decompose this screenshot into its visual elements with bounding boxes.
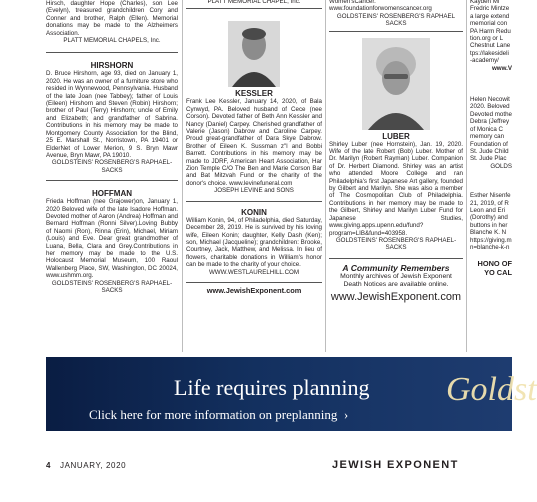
divider [46,180,178,181]
page-number: 4 [46,461,51,470]
funeral-home: GOLDS [490,162,512,170]
column-rule [466,0,467,352]
obituary-text-luber: Shirley Luber (nee Hornstein), Jan. 19, 2020. Wife of the late Robert (Bob) Luber. Mother of Dr. Marilyn (Robert Rayman) Luber. Companion of Dr. Herbert Diamond. Shirley was an artist who attended Moore College and ran Philadelphia's first Japanese Art gallery, founded by Gilbert and Marilyn. She was also a member of The Cosmopolitan Club of Philadelphia. Contributions in her memory may be made to the Gilbert, Shirley and Marilyn Luber Fund for Japanese Studies, www.giving.apps.upenn.edu/fund?program=LIB&fund=403958. [329,140,463,237]
obituary-column-3 [329,0,463,303]
obituary-fragment-text: Esther Nisenfe 21, 2019, of R Leon and Eri (Dorothy) and buttons in her Blanche K. N https://giving.m n=blanche-k-n [470,192,512,251]
issue-date: JANUARY, 2020 [60,461,127,470]
column-rule [325,0,326,352]
preplanning-banner-ad[interactable] [46,357,537,431]
obituary-text-konin: William Konin, 94, of Philadelphia, died Saturday, December 28, 2019. He is survived by his loving wife, Eileen Konin; daughter, Kelly Dash (Ken); son, Michael (Jacqueline); grandchildren: Brooke, Courtney, Jack, Matthew, and Melissa. In lieu of flowers, charitable donations in William's honor can be made to the charity of your choice. [186,216,322,269]
funeral-home: WWW.WESTLAURELHILL.COM [208,268,300,276]
funeral-home: GOLDSTEINS' ROSENBERG'S RAPHAEL SACKS [336,12,456,28]
obituary-name-konin: KONIN [241,207,267,217]
obituary-photo-kessler [228,21,280,87]
obituary-column-1 [46,0,178,294]
column-rule [182,0,183,352]
archive-promo-line: Monthly archives of Jewish Exponent [340,272,452,280]
obituary-fragment-text: Helen Necowit 2020. Beloved Devoted mothe Debra (Jeffrey of Monica C memory can Foundation of St. Jude Child St. Jude Plac [470,96,512,163]
divider [329,31,463,32]
website-link[interactable]: www.JewishExponent.com [206,285,302,295]
obituary-text-hirshorn: D. Bruce Hirshorn, age 93, died on January 1, 2020. He was an owner of a furniture store who resided in Wynnewood, Pennsylvania. Husband of the late Joan (nee Tabbey); father of Louis (Eileen) Hirshorn and Steven (Robin) Hirshorn; brother of Paul (Terry) Hirshorn; uncle of Emily and Elizabeth; and grandfather of Sabrina. Contributions in his memory may be made to Montgomery County Association for the Blind, 25 E. Marshall St., Norristown, PA 19401 or ElderNet of Lower Merion, 9 S. Bryn Mawr Avenue, Bryn Mawr, PA 19010. [46,70,178,159]
obituary-fragment-text: Women'sCancer. www.foundationforwomenscancer.org [329,0,432,13]
obituary-column-4-partial [470,0,512,277]
banner-headline: Life requires planning [174,375,370,400]
obituary-text-kessler: Frank Lee Kessler, January 14, 2020, of Bala Cynwyd, PA. Beloved husband of Cece (nee Corson). Devoted father of Beth Ann Kessler and Nancy (Daniel) Carpey. Cherished grandfather of Valerie (Jason) Dabrow and Caroline Carpey. Proud great-grandfather of Dara Skye Dabrow. Brother of Eileen K. Sussman z"l and Bobbi Barrett. Contributions in his memory may be made to JDRF, American Heart Association, Har Zion Temple C/O The Ben and Marie Corson Bar and Bat Mitzvah Fund or the charity of the donor's choice. www.levinefuneral.com [186,98,322,187]
obituary-fragment-text: Hirsch, daughter Hope (Charles), son Lee (Evelyn), treasured grandchildren Cory and Conner and brother, Ralph (Ellen). Memorial donations may be made to the Alzheimers Association. [46,0,178,37]
obituary-photo-luber [362,38,430,130]
funeral-home: GOLDSTEINS' ROSENBERG'S RAPHAEL-SACKS [335,236,457,252]
banner-link[interactable]: Click here for more information on preplanning › [89,407,349,422]
divider [186,201,322,202]
masthead: JEWISH EXPONENT [332,459,459,471]
funeral-home: JOSEPH LEVINE and SONS [214,187,294,195]
divider [329,258,463,259]
funeral-home: GOLDSTEINS' ROSENBERG'S RAPHAEL-SACKS [51,279,173,294]
goldsteins-logo: Goldst [446,371,537,408]
website-fragment: www.V [491,64,512,72]
obituary-name-hirshorn: HIRSHORN [90,61,134,71]
archive-promo-line: Death Notices are available online. [343,281,449,289]
divider [186,282,322,283]
funeral-home: PLATT MEMORIAL CHAPELS, Inc. [63,37,161,45]
obituary-text-hoffman: Frieda Hoffman (nee Grajower)on, January 1, 2020 Beloved wife of the late Isadore Hoffman. Devoted mother of Aaron (Andrea) Hoffman and Bernard Hoffman (Ronni Silver).Loving Bubby of Naomi (Ron), Rinna (Erin), Michael, Miriam (Louis) and Eve. Dear great grandmother of Luana, Bella, Clara and Grey.Contributions in her memory may be made to the U.S. Holocaust Memorial Museum, 100 Raoul Wallenberg Place, SW, Washington, DC 20024, www.ushmm.org. [46,198,178,280]
divider [46,52,178,53]
obituary-name-hoffman: HOFFMAN [92,189,132,199]
page-footer [46,461,512,477]
funeral-home: GOLDSTEINS' ROSENBERG'S RAPHAEL-SACKS [51,159,173,174]
obituary-column-2 [186,0,322,295]
obituary-fragment-text: Kayden Mi Fredric Mintze a large extend memorial con PA Harm Redu tion.org or L Chestnut Lane tps://lakesideli -academy/ [470,0,511,65]
archive-promo-heading: A Community Remembers [342,262,450,273]
funeral-home: PLATT MEMORIAL CHAPEL, Inc. [207,0,301,5]
obituary-name-luber: LUBER [382,131,410,141]
notice-heading-fragment: HONO OF YO CAL [477,259,512,278]
obituary-name-kessler: KESSLER [235,89,273,99]
archive-promo-link[interactable]: www.JewishExponent.com [330,290,462,303]
divider [186,8,322,9]
